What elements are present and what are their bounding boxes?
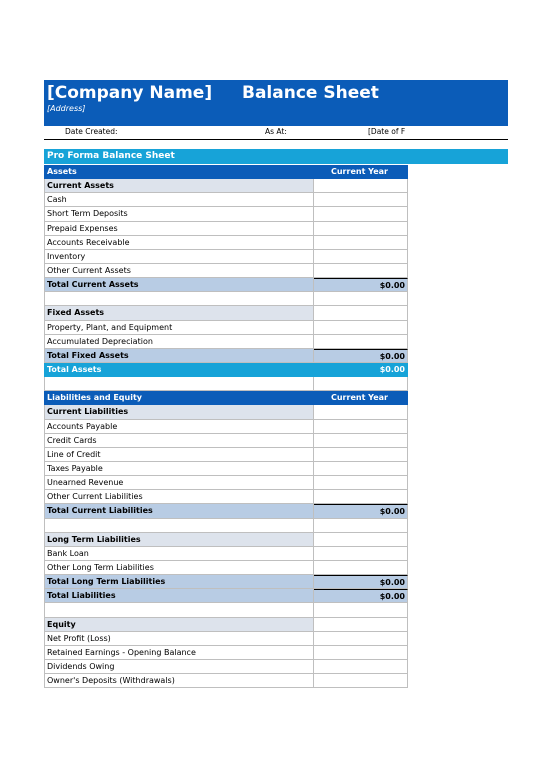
row-value-cell[interactable] — [314, 632, 408, 646]
line-item-row — [44, 646, 408, 660]
row-label-cell[interactable]: Dividends Owing — [44, 660, 314, 674]
row-label-cell[interactable]: Total Long Term Liabilities — [44, 575, 314, 589]
row-value-cell[interactable] — [314, 561, 408, 575]
row-value-cell[interactable] — [314, 420, 408, 434]
row-value-cell[interactable]: $0.00 — [314, 589, 408, 603]
line-item-row — [44, 420, 408, 434]
line-item-row — [44, 674, 408, 688]
total-row — [44, 349, 408, 363]
row-label-cell[interactable]: Taxes Payable — [44, 462, 314, 476]
row-label-cell[interactable]: Retained Earnings - Opening Balance — [44, 646, 314, 660]
row-label-cell[interactable]: Current Assets — [44, 179, 314, 193]
blank-row — [44, 519, 408, 533]
line-item-row — [44, 660, 408, 674]
row-value-cell[interactable] — [314, 207, 408, 221]
line-item-row — [44, 321, 408, 335]
row-label-cell[interactable] — [44, 603, 314, 617]
balance-sheet-table — [44, 165, 408, 688]
as-at-value[interactable]: [Date of F — [368, 127, 406, 136]
row-label-cell[interactable]: Long Term Liabilities — [44, 533, 314, 547]
line-item-row — [44, 462, 408, 476]
line-item-row — [44, 207, 408, 221]
line-item-row — [44, 448, 408, 462]
subsection-row — [44, 618, 408, 632]
row-label-cell[interactable]: Other Current Liabilities — [44, 490, 314, 504]
line-item-row — [44, 632, 408, 646]
total-row — [44, 589, 408, 603]
row-label-cell[interactable]: Total Current Assets — [44, 278, 314, 292]
row-value-cell[interactable] — [314, 377, 408, 391]
row-label-cell[interactable]: Total Fixed Assets — [44, 349, 314, 363]
row-value-cell[interactable]: $0.00 — [314, 504, 408, 518]
total-row — [44, 504, 408, 518]
row-value-cell[interactable] — [314, 646, 408, 660]
row-label-cell[interactable] — [44, 519, 314, 533]
row-label-cell[interactable]: Accumulated Depreciation — [44, 335, 314, 349]
row-label-cell[interactable]: Short Term Deposits — [44, 207, 314, 221]
row-value-cell[interactable] — [314, 533, 408, 547]
row-value-cell[interactable] — [314, 476, 408, 490]
subsection-row — [44, 405, 408, 419]
row-value-cell[interactable] — [314, 618, 408, 632]
row-value-cell[interactable] — [314, 264, 408, 278]
date-created-label: Date Created: — [65, 127, 118, 136]
row-label-cell[interactable]: Unearned Revenue — [44, 476, 314, 490]
line-item-row — [44, 434, 408, 448]
row-label-cell[interactable]: Accounts Receivable — [44, 236, 314, 250]
line-item-row — [44, 222, 408, 236]
row-value-cell[interactable] — [314, 236, 408, 250]
blank-row — [44, 603, 408, 617]
row-value-cell[interactable] — [314, 603, 408, 617]
section-header-row — [44, 391, 408, 405]
line-item-row — [44, 264, 408, 278]
row-value-cell[interactable] — [314, 674, 408, 688]
row-label-cell[interactable]: Assets — [44, 165, 314, 179]
line-item-row — [44, 490, 408, 504]
row-label-cell[interactable]: Owner's Deposits (Withdrawals) — [44, 674, 314, 688]
row-label-cell[interactable]: Prepaid Expenses — [44, 222, 314, 236]
line-item-row — [44, 193, 408, 207]
row-label-cell[interactable]: Net Profit (Loss) — [44, 632, 314, 646]
row-value-cell[interactable] — [314, 405, 408, 419]
row-value-cell[interactable] — [314, 321, 408, 335]
row-value-cell[interactable] — [314, 462, 408, 476]
blank-row — [44, 292, 408, 306]
line-item-row — [44, 335, 408, 349]
sheet-title: Balance Sheet — [242, 83, 379, 103]
row-label-cell[interactable]: Fixed Assets — [44, 306, 314, 320]
grand-total-row — [44, 363, 408, 377]
row-value-cell[interactable] — [314, 660, 408, 674]
row-label-cell[interactable]: Property, Plant, and Equipment — [44, 321, 314, 335]
row-value-cell[interactable] — [314, 519, 408, 533]
row-value-cell[interactable] — [314, 490, 408, 504]
row-value-cell[interactable]: $0.00 — [314, 278, 408, 292]
row-value-cell[interactable]: $0.00 — [314, 349, 408, 363]
row-label-cell[interactable]: Other Long Term Liabilities — [44, 561, 314, 575]
row-value-cell[interactable] — [314, 179, 408, 193]
row-value-cell[interactable] — [314, 434, 408, 448]
row-label-cell[interactable] — [44, 377, 314, 391]
blank-row — [44, 377, 408, 391]
row-value-cell[interactable]: $0.00 — [314, 575, 408, 589]
info-row — [44, 126, 508, 140]
subsection-row — [44, 179, 408, 193]
line-item-row — [44, 547, 408, 561]
row-value-cell[interactable] — [314, 250, 408, 264]
row-value-cell[interactable] — [314, 547, 408, 561]
line-item-row — [44, 476, 408, 490]
total-row — [44, 575, 408, 589]
company-address[interactable]: [Address] — [47, 104, 86, 113]
row-value-cell[interactable] — [314, 222, 408, 236]
line-item-row — [44, 236, 408, 250]
row-label-cell[interactable]: Total Liabilities — [44, 589, 314, 603]
pro-forma-title: Pro Forma Balance Sheet — [47, 151, 175, 161]
row-value-cell[interactable]: Current Year — [314, 391, 408, 405]
row-label-cell[interactable]: Accounts Payable — [44, 420, 314, 434]
row-value-cell[interactable]: $0.00 — [314, 363, 408, 377]
row-label-cell[interactable]: Equity — [44, 618, 314, 632]
company-name[interactable]: [Company Name] — [47, 83, 213, 103]
row-value-cell[interactable] — [314, 306, 408, 320]
row-label-cell[interactable]: Bank Loan — [44, 547, 314, 561]
row-value-cell[interactable] — [314, 448, 408, 462]
row-label-cell[interactable]: Total Assets — [44, 363, 314, 377]
total-row — [44, 278, 408, 292]
row-label-cell[interactable]: Line of Credit — [44, 448, 314, 462]
row-label-cell[interactable]: Current Liabilities — [44, 405, 314, 419]
row-label-cell[interactable]: Inventory — [44, 250, 314, 264]
row-label-cell[interactable]: Liabilities and Equity — [44, 391, 314, 405]
line-item-row — [44, 561, 408, 575]
as-at-label: As At: — [265, 127, 287, 136]
section-header-row — [44, 165, 408, 179]
row-label-cell[interactable]: Other Current Assets — [44, 264, 314, 278]
subsection-row — [44, 306, 408, 320]
row-label-cell[interactable]: Credit Cards — [44, 434, 314, 448]
row-label-cell[interactable] — [44, 292, 314, 306]
row-value-cell[interactable] — [314, 193, 408, 207]
row-value-cell[interactable]: Current Year — [314, 165, 408, 179]
pro-forma-title-bar — [44, 149, 508, 164]
row-label-cell[interactable]: Total Current Liabilities — [44, 504, 314, 518]
line-item-row — [44, 250, 408, 264]
row-value-cell[interactable] — [314, 335, 408, 349]
subsection-row — [44, 533, 408, 547]
row-label-cell[interactable]: Cash — [44, 193, 314, 207]
row-value-cell[interactable] — [314, 292, 408, 306]
